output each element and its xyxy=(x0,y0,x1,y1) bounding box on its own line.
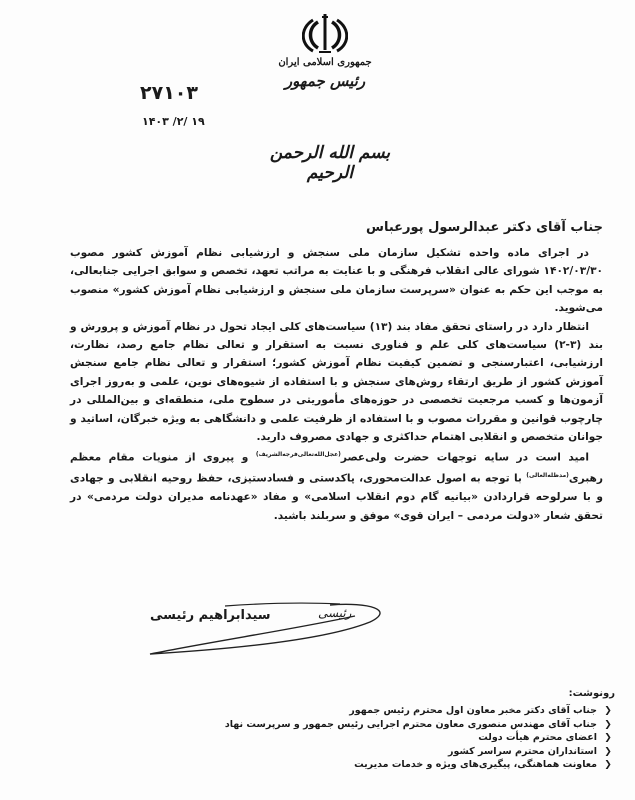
arrow-left-bullet-icon: ❮ xyxy=(604,719,612,730)
header-president-text: رئیس جمهور xyxy=(284,72,366,90)
paragraph-text: منصوب می‌شوید. xyxy=(70,283,603,315)
list-item xyxy=(225,745,615,759)
signature-mark: رئیسی xyxy=(318,606,352,620)
paragraph-text: با توجه به اصول عدالت‌محوری، پاکدستی و فسادستیزی، حفظ روحیه انقلابی و جهادی و با سرلوحه قراردادن «بیانیه گام دوم انقلاب اسلامی» و مفاد «عهدنامه مدیران دولت مردمی» در تحقق شعار «دولت مردمی – ایران قوی» موفق و سربلند باشید. xyxy=(70,472,603,522)
appointment-title: «سرپرست سازمان ملی سنجش و ارزشیابی نظام آموزش کشور» xyxy=(112,283,456,296)
paragraph-text: در اجرای ماده واحده تشکیل سازمان ملی سنجش و ارزشیابی نظام آموزش کشور مصوب ۱۴۰۲/۰۳/۳۰ شورای عالی انقلاب فرهنگی و با عنایت به مراتب تعهد، تخصص و سوابق اجرایی جنابعالی، به موجب این حکم به عنوان xyxy=(70,247,603,296)
list-item xyxy=(225,758,615,772)
header-republic-text: جمهوری اسلامی ایران xyxy=(278,57,372,68)
cc-recipient: اعضای محترم هیأت دولت xyxy=(478,732,597,743)
cc-recipient: معاونت هماهنگی، پیگیری‌های ویژه و خدمات مدیریت xyxy=(354,759,597,770)
bismillah-calligraphy: بسم الله الرحمن الرحیم xyxy=(269,143,391,183)
arrow-left-bullet-icon: ❮ xyxy=(604,760,612,770)
paragraph-text: امید است در سایه توجهات حضرت ولی‌عصر xyxy=(340,452,589,464)
letter-number: ۲۷۱۰۳ xyxy=(140,82,198,104)
list-item xyxy=(225,704,615,718)
cc-recipient: استانداران محترم سراسر کشور xyxy=(448,745,597,757)
signatory-name: سیدابراهیم رئیسی xyxy=(150,608,271,623)
cc-list xyxy=(225,704,615,772)
arrow-left-bullet-icon: ❮ xyxy=(604,706,612,716)
paragraph-appointment xyxy=(70,244,603,318)
cc-heading: رونوشت: xyxy=(568,688,615,699)
letter-body xyxy=(70,244,603,525)
iran-emblem-icon xyxy=(302,12,348,54)
paragraph-closing xyxy=(70,446,603,525)
addressee: جناب آقای دکتر عبدالرسول پورعباس xyxy=(366,220,603,235)
honorific-superscript: (مدظله‌العالی) xyxy=(526,472,569,480)
arrow-left-bullet-icon: ❮ xyxy=(604,733,612,743)
list-item xyxy=(225,718,615,732)
letter-date: ۱۴۰۳ /۲/ ۱۹ xyxy=(142,115,205,128)
paragraph-expectations: انتظار دارد در راستای تحقق مفاد بند (۱۳) سیاست‌های کلی ایجاد تحول در نظام آموزش و پرورش و بند (۳-۲) سیاست‌های کلی علم و فناوری نسبت به استقرار و تعالی نظام جامع رصد، نظارت، ارزشیابی، اعتبارسنجی و تضمین کیفیت نظام آموزش کشور؛ استقرار و تعالی نظام جامع سنجش آموزش کشور از طریق ارتقاء روش‌های سنجش و با استفاده از شیوه‌های نوین، علمی و به‌روز اجرای آزمون‌ها و کسب مرجعیت تخصصی در حوزه‌های مأموریتی در سطوح ملی، منطقه‌ای و بین‌المللی در چارچوب قوانین و مقررات مصوب و با استفاده از ظرفیت علمی و دانشگاهی به ویژه خبرگان، اساتید و جوانان متخصص و انقلابی اهتمام حداکثری و جهادی مصروف دارید. xyxy=(70,320,603,444)
arrow-left-bullet-icon: ❮ xyxy=(604,746,612,757)
list-item xyxy=(225,731,615,745)
cc-recipient: جناب آقای دکتر مخبر معاون اول محترم رئیس جمهور xyxy=(349,705,597,716)
paragraph-text: و پیروی از منویات مقام معظم رهبری xyxy=(70,452,603,485)
cc-recipient: جناب آقای مهندس منصوری معاون محترم اجرایی رئیس جمهور و سرپرست نهاد xyxy=(224,718,597,730)
honorific-superscript: (عجل‌الله‌تعالی‌فرجه‌الشریف) xyxy=(255,451,341,459)
